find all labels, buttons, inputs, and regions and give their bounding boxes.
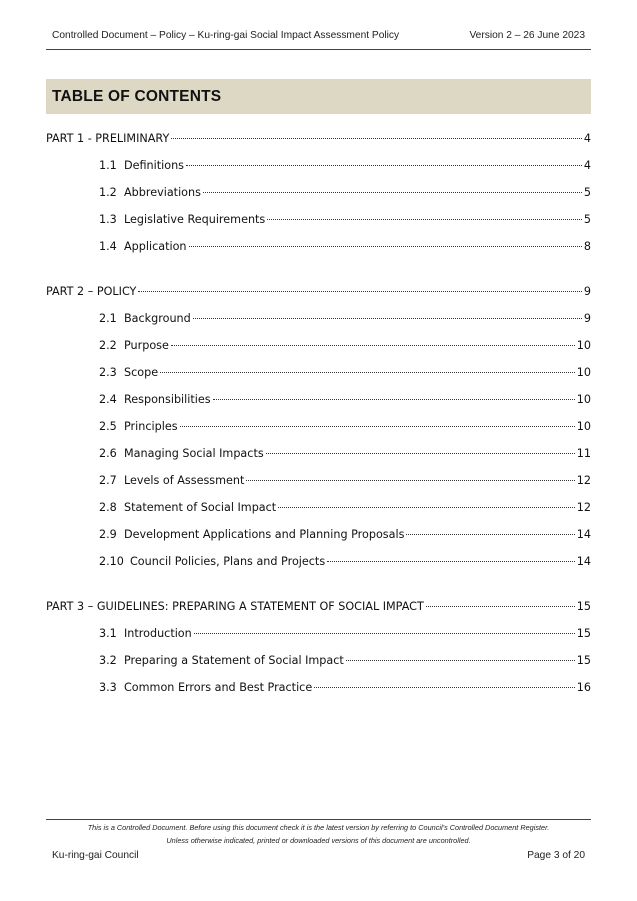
header-document-title: Controlled Document – Policy – Ku-ring-gai Social Impact Assessment Policy [52,30,400,41]
toc-entry-page: 14 [576,555,591,568]
toc-entry-number: 2.7 [99,474,117,487]
dot-leader [266,453,575,454]
toc-entry-number: 2.2 [99,339,117,352]
toc-entry-label: Introduction [124,627,192,640]
toc-entry-page: 10 [576,366,591,379]
page-header [46,30,591,50]
toc-entry-page: 12 [576,474,591,487]
toc-entry-1-4[interactable] [46,240,591,258]
toc-entry-2-6[interactable] [46,447,591,465]
dot-leader [267,219,582,220]
toc-entry-label: Managing Social Impacts [124,447,264,460]
toc-entry-1-1[interactable] [46,159,591,177]
dot-leader [314,687,575,688]
toc-entry-number: 2.5 [99,420,117,433]
dot-leader [327,561,575,562]
toc-entry-label: Common Errors and Best Practice [124,681,313,694]
toc-entry-2-4[interactable] [46,393,591,411]
toc-entry-page: 16 [576,681,591,694]
toc-entry-1-2[interactable] [46,186,591,204]
toc-entry-2-8[interactable] [46,501,591,519]
toc-entry-page: 15 [576,600,591,613]
toc-entry-2-1[interactable] [46,312,591,330]
toc-entry-number: 2.10 [99,555,124,568]
toc-entry-number: 2.6 [99,447,117,460]
toc-entry-page: 5 [583,186,591,199]
toc-entry-page: 5 [583,213,591,226]
toc-entry-number: 1.1 [99,159,117,172]
toc-entry-page: 4 [583,159,591,172]
toc-entry-part-1[interactable] [46,132,591,150]
header-version: Version 2 – 26 June 2023 [469,30,585,41]
toc-entry-label: Levels of Assessment [124,474,245,487]
dot-leader [406,534,574,535]
dot-leader [426,606,575,607]
toc-entry-page: 15 [576,654,591,667]
toc-entry-page: 12 [576,501,591,514]
toc-entry-number: 3.1 [99,627,117,640]
footer-controlled-note: This is a Controlled Document. Before using this document check it is the latest version by referring to Council’s Controlled Document Register. [87,823,550,832]
dot-leader [246,480,574,481]
toc-entry-page: 8 [583,240,591,253]
toc-entry-2-2[interactable] [46,339,591,357]
toc-entry-page: 9 [583,285,591,298]
toc-entry-1-3[interactable] [46,213,591,231]
toc-entry-part-3[interactable] [46,600,591,618]
toc-entry-page: 10 [576,339,591,352]
footer-divider [46,819,591,820]
toc-entry-label: Purpose [124,339,169,352]
toc-entry-label: Council Policies, Plans and Projects [130,555,326,568]
toc-entry-2-7[interactable] [46,474,591,492]
dot-leader [194,633,575,634]
toc-entry-number: 1.4 [99,240,117,253]
footer-organisation: Ku-ring-gai Council [52,850,139,861]
toc-entry-number: 3.3 [99,681,117,694]
toc-entry-label: Preparing a Statement of Social Impact [124,654,344,667]
toc-entry-label: Application [124,240,187,253]
dot-leader [203,192,582,193]
toc-entry-number: 2.3 [99,366,117,379]
toc-heading-banner [46,79,591,114]
dot-leader [346,660,575,661]
toc-entry-page: 14 [576,528,591,541]
toc-entry-2-10[interactable] [46,555,591,573]
toc-entry-page: 10 [576,393,591,406]
dot-leader [180,426,575,427]
toc-entry-number: 1.3 [99,213,117,226]
toc-entry-page: 11 [576,447,591,460]
toc-entry-3-2[interactable] [46,654,591,672]
toc-entry-label: PART 3 – GUIDELINES: PREPARING A STATEMENT OF SOCIAL IMPACT [46,600,424,613]
toc-entry-label: Principles [124,420,178,433]
toc-entry-label: Responsibilities [124,393,211,406]
toc-entry-number: 2.1 [99,312,117,325]
toc-entry-label: Scope [124,366,159,379]
dot-leader [278,507,575,508]
toc-entry-label: PART 2 – POLICY [46,285,137,298]
toc-entry-3-1[interactable] [46,627,591,645]
toc-entry-2-5[interactable] [46,420,591,438]
toc-entry-part-2[interactable] [46,285,591,303]
dot-leader [186,165,582,166]
toc-entry-3-3[interactable] [46,681,591,699]
dot-leader [138,291,581,292]
footer-uncontrolled-note: Unless otherwise indicated, printed or downloaded versions of this document are uncontrolled. [166,836,471,845]
toc-entry-number: 1.2 [99,186,117,199]
dot-leader [171,345,575,346]
toc-entry-page: 4 [583,132,591,145]
dot-leader [171,138,582,139]
toc-entry-label: Abbreviations [124,186,201,199]
toc-entry-page: 9 [583,312,591,325]
toc-entry-page: 15 [576,627,591,640]
toc-entry-label: Statement of Social Impact [124,501,277,514]
toc-entry-number: 2.4 [99,393,117,406]
toc-entry-label: Development Applications and Planning Proposals [124,528,405,541]
toc-entry-number: 3.2 [99,654,117,667]
toc-entry-number: 2.9 [99,528,117,541]
toc-entry-label: Legislative Requirements [124,213,266,226]
dot-leader [189,246,582,247]
toc-entry-label: PART 1 - PRELIMINARY [46,132,170,145]
toc-heading: TABLE OF CONTENTS [52,87,222,105]
dot-leader [213,399,575,400]
toc-entry-label: Definitions [124,159,185,172]
toc-entry-number: 2.8 [99,501,117,514]
toc-entry-label: Background [124,312,191,325]
toc-entry-page: 10 [576,420,591,433]
dot-leader [193,318,582,319]
footer-page-number: Page 3 of 20 [527,850,585,861]
page-footer [46,850,591,861]
toc-entry-2-9[interactable] [46,528,591,546]
toc-entry-2-3[interactable] [46,366,591,384]
dot-leader [160,372,575,373]
